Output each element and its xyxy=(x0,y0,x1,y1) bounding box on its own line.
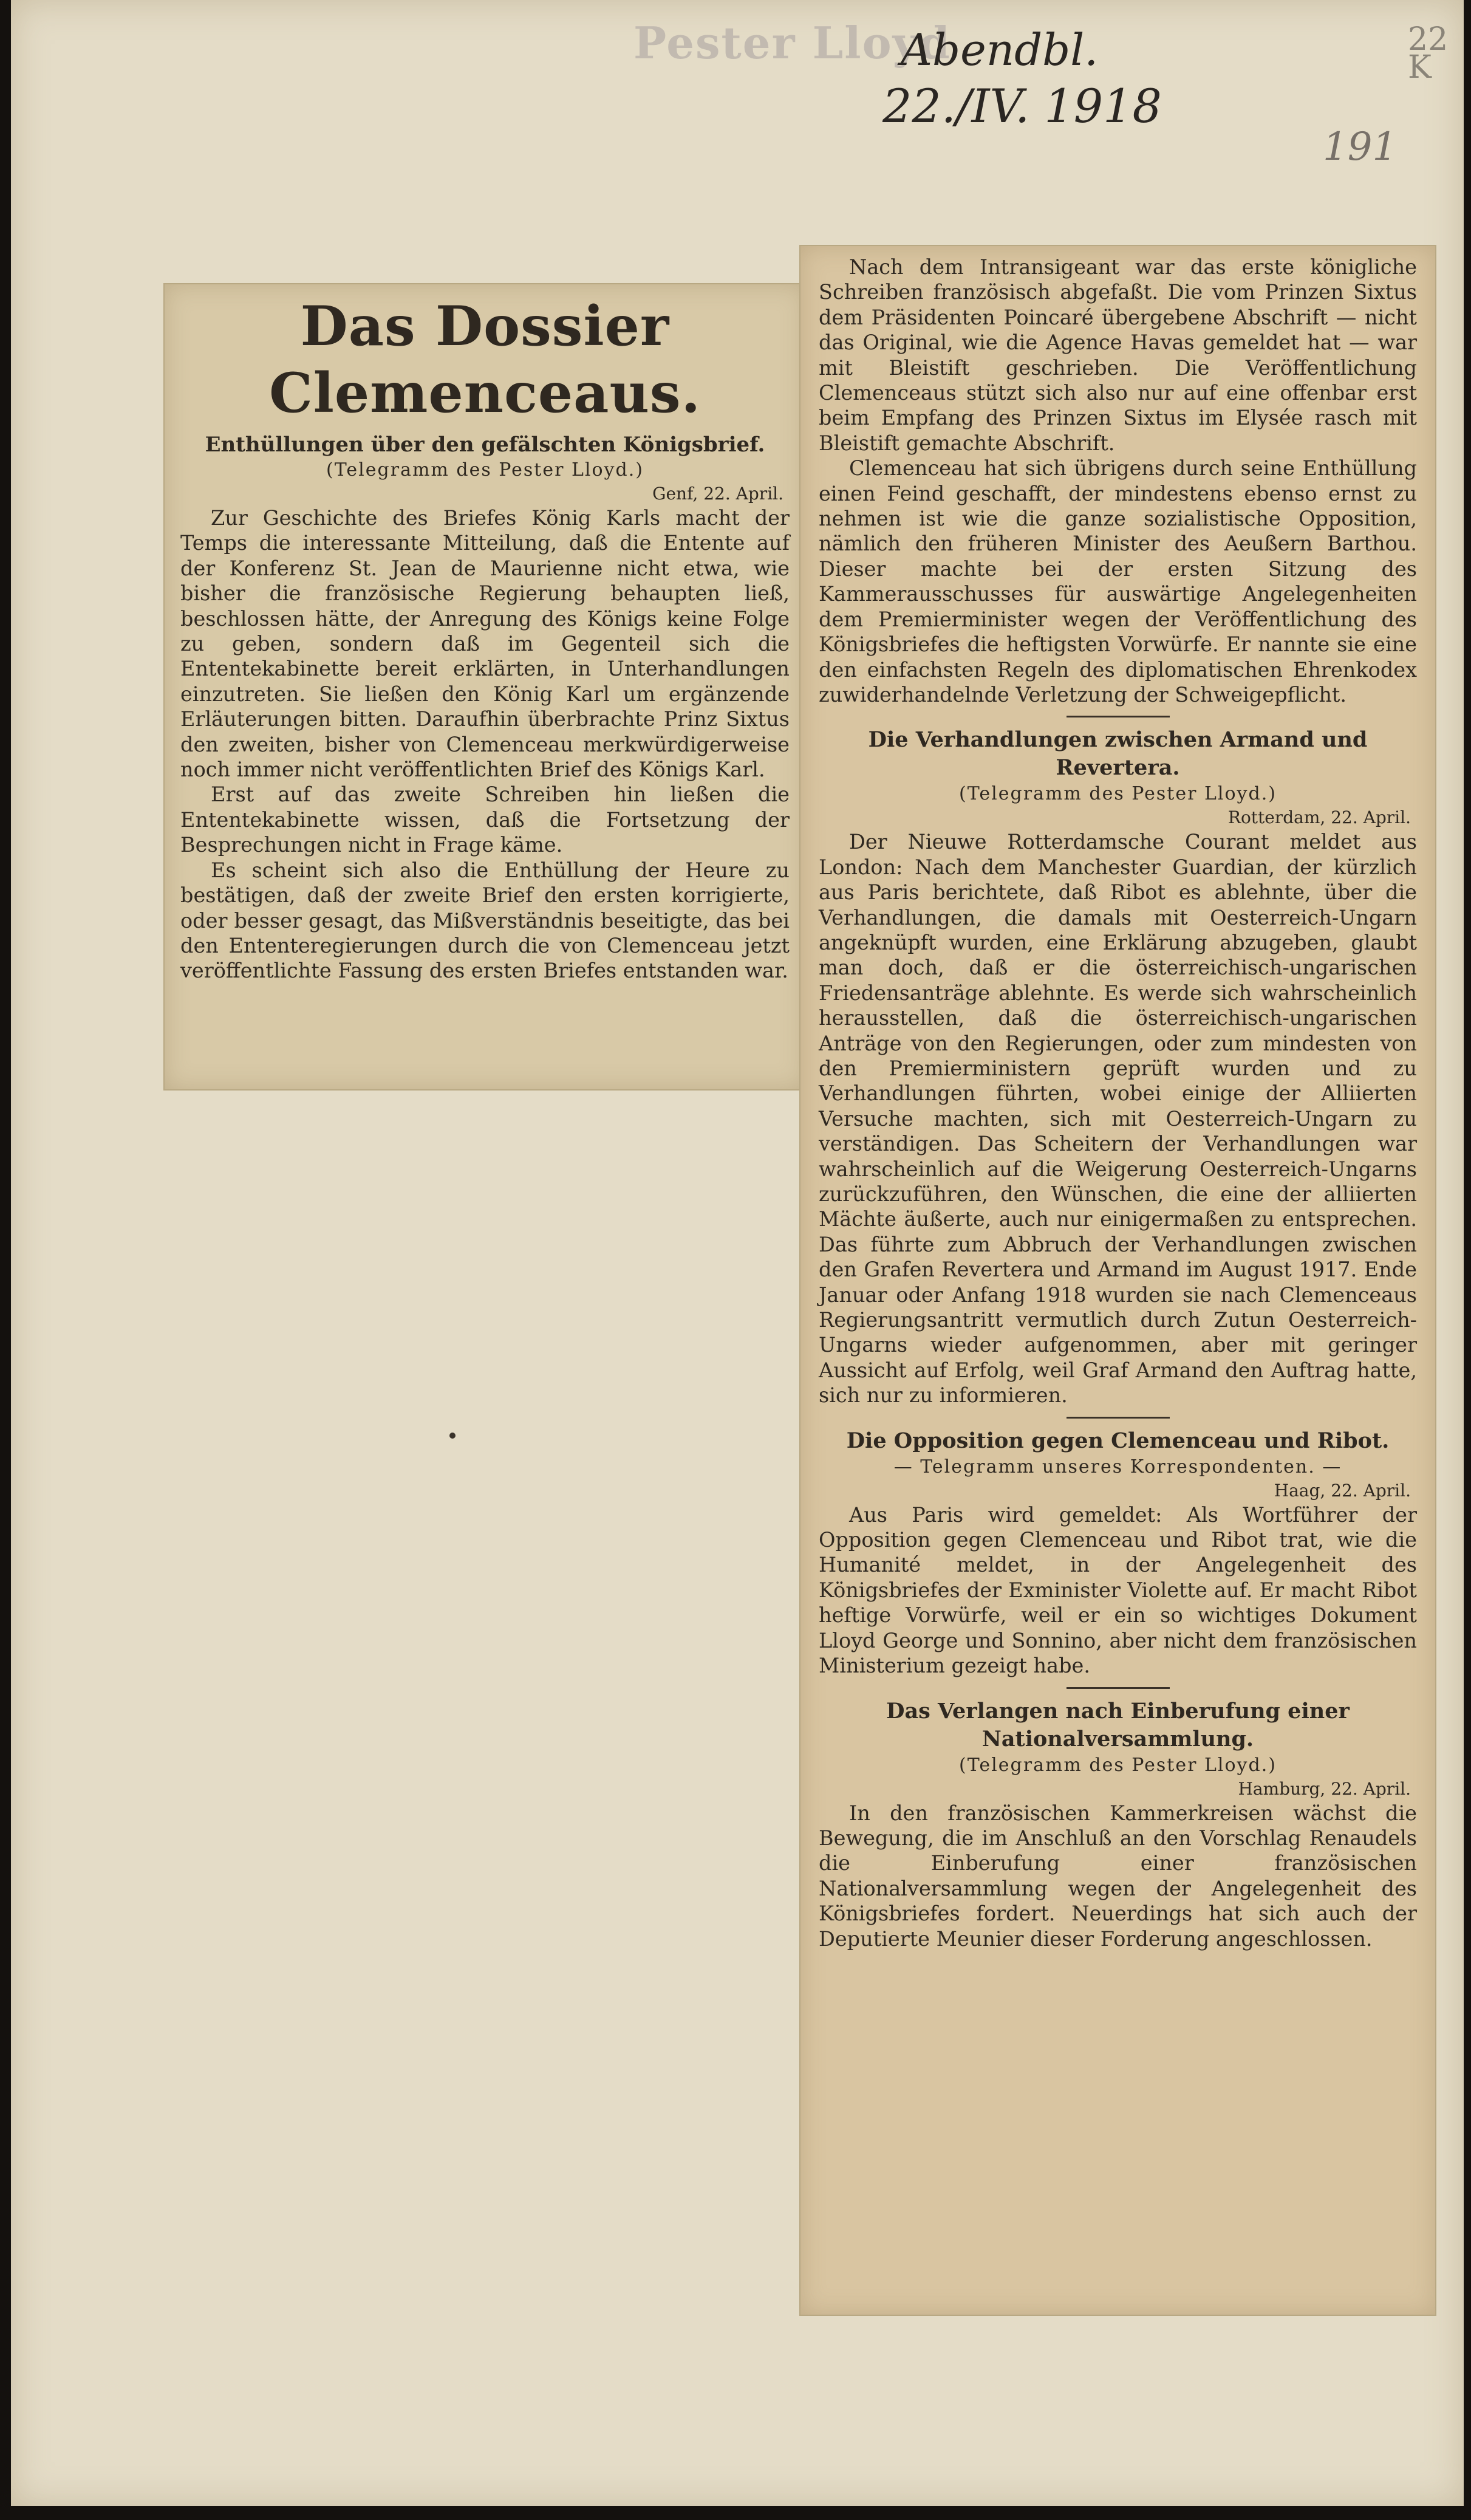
dateline: Rotterdam, 22. April. xyxy=(1227,807,1411,828)
article-paragraph: Zur Geschichte des Briefes König Karls macht der Temps die interessante Mitteilung, daß die Entente auf der Konferenz St. Jean de Maurienne nicht etwa, wie bisher die französische Regierung behaupten ließ, beschlossen hätte, der Anregung des Königs keine Folge zu geben, sondern daß im Gegenteil sich die Ententekabinette bereit erklärten, in Unterhandlungen einzutreten. Sie ließen den König Karl um ergänzende Erläuterungen bitten. Daraufhin überbrachte Prinz Sixtus den zweiten, bisher von Clemenceau merkwürdigerweise noch immer nicht veröffentlichten Brief des Königs Karl. xyxy=(180,506,790,782)
dateline: Hamburg, 22. April. xyxy=(1238,1778,1411,1799)
article-paragraph: Es scheint sich also die Enthüllung der Heure zu bestätigen, daß der zweite Brief den ersten korrigierte, oder besser gesagt, das Mißverständnis beseitigte, das bei den Ententeregierungen durch die von Clemenceau jetzt veröffentlichte Fassung des ersten Briefes entstanden war. xyxy=(180,858,790,983)
article-paragraph: In den französischen Kammerkreisen wächst die Bewegung, die im Anschluß an den Vorschlag Renaudels die Einberufung einer französischen Nationalversammlung wegen der Angelegenheit des Königsbriefes fordert. Neuerdings hat sich auch der Deputierte Meunier dieser Forderung angeschlossen. xyxy=(819,1801,1417,1951)
ink-dot xyxy=(449,1433,456,1439)
credit-line: (Telegramm des Pester Lloyd.) xyxy=(959,1754,1277,1776)
article-paragraph: Aus Paris wird gemeldet: Als Wortführer der Opposition gegen Clemenceau und Ribot trat, wie die Humanité meldet, in der Angelegenheit des Königsbriefes der Exminister Violette auf. Er macht Ribot heftige Vorwürfe, weil er ein so wichtiges Dokument Lloyd George und Sonnino, aber nicht dem französischen Ministerium gezeigt habe. xyxy=(819,1502,1417,1678)
section-title: Die Verhandlungen zwischen Armand und Revertera. xyxy=(868,727,1368,781)
subheadline: Enthüllungen über den gefälschten Königsbrief. xyxy=(205,433,765,457)
section-divider xyxy=(1067,1417,1170,1419)
dateline: Haag, 22. April. xyxy=(1274,1480,1411,1501)
credit-line: (Telegramm des Pester Lloyd.) xyxy=(959,783,1277,805)
dateline: Genf, 22. April. xyxy=(652,484,783,504)
handwritten-corner-note: 22 K xyxy=(1408,21,1449,86)
section-title: Das Verlangen nach Einberufung einer Nationalversammlung. xyxy=(886,1698,1350,1751)
handwritten-edition: Abendbl. xyxy=(901,24,1099,75)
handwritten-date: 22./IV. 1918 xyxy=(882,79,1162,133)
article-paragraph: Erst auf das zweite Schreiben hin ließen die Ententekabinette wissen, daß die Fortsetzung der Besprechungen nicht in Frage käme. xyxy=(180,782,790,857)
headline: Das Dossier Clemenceaus. xyxy=(269,294,701,425)
archive-stamp: Pester Lloyd xyxy=(633,17,951,69)
credit-line: (Telegramm des Pester Lloyd.) xyxy=(326,459,644,481)
section-divider xyxy=(1067,716,1170,717)
article-paragraph: Der Nieuwe Rotterdamsche Courant meldet aus London: Nach dem Manchester Guardian, der kürzlich aus Paris berichtete, daß Ribot es ablehnte, über die Verhandlungen, die damals mit Oesterreich-Ungarn angeknüpft wurden, eine Erklärung abzugeben, glaubt man doch, daß er die österreichisch-ungarischen Friedensanträge ablehnte. Es werde sich wahrscheinlich herausstellen, daß die österreichisch-ungarischen Anträge von den Regierungen, oder zum mindesten von den Premierministern geprüft wurden und zu Verhandlungen führten, wobei einige der Alliierten Versuche machten, sich mit Oesterreich-Ungarn zu verständigen. Das Scheitern der Verhandlungen war wahrscheinlich auf die Weigerung Oesterreich-Ungarns zurückzuführen, den Wünschen, die eine der alliierten Mächte äußerte, auch nur einigermaßen zu entsprechen. Das führte zum Abbruch der Verhandlungen zwischen den Grafen Revertera und Armand im August 1917. Ende Januar oder Anfang 1918 wurden sie nach Clemenceaus Regierungsantritt vermutlich durch Zutun Oesterreich-Ungarns wieder aufgenommen, aber mit geringer Aussicht auf Erfolg, weil Graf Armand den Auftrag hatte, sich nur zu informieren. xyxy=(819,830,1417,1408)
clipping-left xyxy=(165,284,805,1089)
article-paragraph: Clemenceau hat sich übrigens durch seine Enthüllung einen Feind geschafft, der mindestens ebenso ernst zu nehmen ist wie die ganze sozialistische Opposition, nämlich den früheren Minister des Aeußern Barthou. Dieser machte bei der ersten Sitzung des Kammerausschusses für auswärtige Angelegenheiten dem Premierminister wegen der Veröffentlichung des Königsbriefes die heftigsten Vorwürfe. Er nannte sie eine den einfachsten Regeln des diplomatischen Ehrenkodex zuwiderhandelnde Verletzung der Schweigepflicht. xyxy=(819,456,1417,707)
archive-sheet xyxy=(11,0,1464,2506)
section-title: Die Opposition gegen Clemenceau und Ribot. xyxy=(846,1428,1390,1453)
section-divider xyxy=(1067,1687,1170,1689)
clipping-right xyxy=(800,246,1435,2315)
credit-line: — Telegramm unseres Korrespondenten. — xyxy=(893,1456,1342,1477)
article-paragraph: Nach dem Intransigeant war das erste königliche Schreiben französisch abgefaßt. Die vom Prinzen Sixtus dem Präsidenten Poincaré übergebene Abschrift — nicht das Original, wie die Agence Havas gemeldet hat — war mit Bleistift geschrieben. Die Veröffentlichung Clemenceaus stützt sich also nur auf eine offenbar erst beim Empfang des Prinzen Sixtus im Elysée rasch mit Bleistift gemachte Abschrift. xyxy=(819,255,1417,455)
handwritten-folio: 191 xyxy=(1323,125,1398,169)
